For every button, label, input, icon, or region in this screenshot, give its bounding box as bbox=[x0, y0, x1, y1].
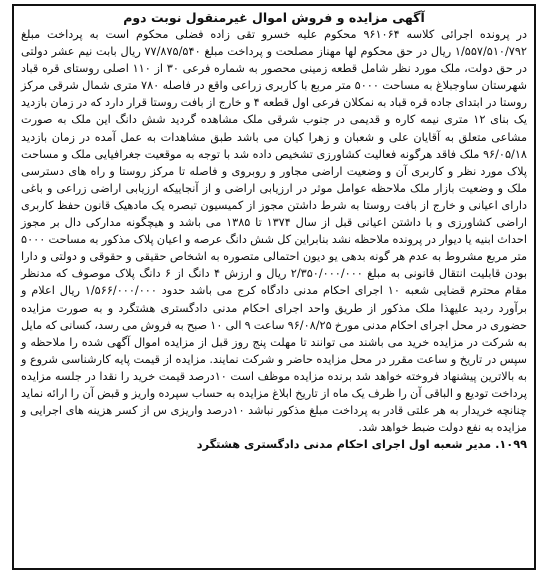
notice-body: در پرونده اجرائی کلاسه ۹۶۱۰۶۴ محکوم علیه خسرو تقی زاده فضلی محکوم است به پرداخت مبلغ ۱/۵۵۷/۵۱۰/۷۹۲ ریال در حق محکوم لها مهناز مصلحت و پرداخت مبلغ ۷۷/۸۷۵/۵۴۰ ریال بابت نیم عشر دولتی در حق دولت، ملک مورد نظر شامل قطعه زمینی محصور به شماره فرعی ۳۰ از ۱۱۰ اصلی روستای قره قباد شهرستان ساوجبلاغ به مساحت ۵۰۰۰ متر مربع با کاربری زراعی واقع در فاصله ۷۸۰ متری شمال شرقی مرکز روستا در ابتدای جاده قره قباد به نمکلان فرعی اول قطعه ۴ و خارج از بافت روستا قرار دارد که در زمان بازدید یک بنای ۱۲ متری نیمه کاره و قدیمی در جنوب شرقی ملک مشاهده گردید شش دانگ این ملک به صورت مشاعی متعلق به آقایان علی و شعبان و زهرا کیان می باشد طبق مشاهدات به عمل آمده در زمان بازدید ۹۶/۰۵/۱۸ ملک فاقد هرگونه فعالیت کشاورزی تشخیص داده شد با توجه به موقعیت جغرافیایی ملک و مساحت پلاک مورد نظر و کاربری آن و وضعیت اراضی مجاور و روبروی و فاصله تا مرکز روستا و راه های دسترسی ملک و وضعیت بازار ملک ملاحظه عوامل موثر در ارزیابی اراضی و از آنجاییکه ارزیابی اراضی زراعی و باغی دارای اعیانی و خارج از بافت روستا به شرط داشتن مجوز از کمیسیون تبصره یک مادهیک قانون حفظ کاربری اراضی کشاورزی و با داشتن اعیانی قبل از سال ۱۳۷۴ تا ۱۳۸۵ می باشد و هیچگونه مدارکی دال بر مجوز احداث ابنیه یا دیوار در پرونده ملاحظه نشد بنابراین کل شش دانگ عرصه و اعیان پلاک مذکور به مساحت ۵۰۰۰ متر مربع مشروط به عدم هر گونه بدهی یو دیون احتمالی متصوره به اشخاص حقیقی و حقوقی و دولتی و دارا بودن قابلیت انتقال قانونی به مبلغ ۲/۳۵۰/۰۰۰/۰۰۰ ریال و ارزش ۴ دانگ از ۶ دانگ پلاک موصوف که مدنظر مقام محترم قضایی شعبه ۱۰ اجرای احکام مدنی دادگاه کرج می باشد حدود ۱/۵۶۶/۰۰۰/۰۰۰ ریال اعلام و برآورد ردید علیهذا ملک مذکور از طریق واحد اجرای احکام مدنی دادگستری هشتگرد و به صورت مزایده حضوری در محل اجرای احکام مدنی مورخ ۹۶/۰۸/۲۵ ساعت ۹ الی ۱۰ صبح به فروش می رسد، کسانی که مایل به شرکت در مزایده خرید می باشند می توانند تا مهلت پنج روز قبل از مزایده اموال آگهی شده را ملاحظه و سپس در تاریخ و ساعت مقرر در محل مزایده حاضر و شرکت نمایند. مزایده از قیمت پایه کارشناسی شروع و به بالاترین پیشنهاد فروخته خواهد شد برنده مزایده موظف است ۱۰درصد قیمت خرید را نقدا در جلسه مزایده پرداخت تودیع و الباقی آن را ظرف یک ماه از تاریخ ابلاغ مزایده به حساب سپرده واریز و قبض آن را ارائه نماید چنانچه خریدار به هر علتی قادر به پرداخت مبلغ مذکور نباشد ۱۰درصد واریزی س از کسر هزینه های اجرایی و مزایده به نفع دولت ضبط خواهد شد. bbox=[21, 28, 528, 435]
notice-title: آگهی مزایده و فروش اموال غیرمنقول نوبت دوم bbox=[123, 10, 425, 25]
auction-notice bbox=[12, 4, 536, 570]
notice-signature: ۱۰۹۹. مدیر شعبه اول اجرای احکام مدنی دادگستری هشتگرد bbox=[196, 438, 527, 452]
